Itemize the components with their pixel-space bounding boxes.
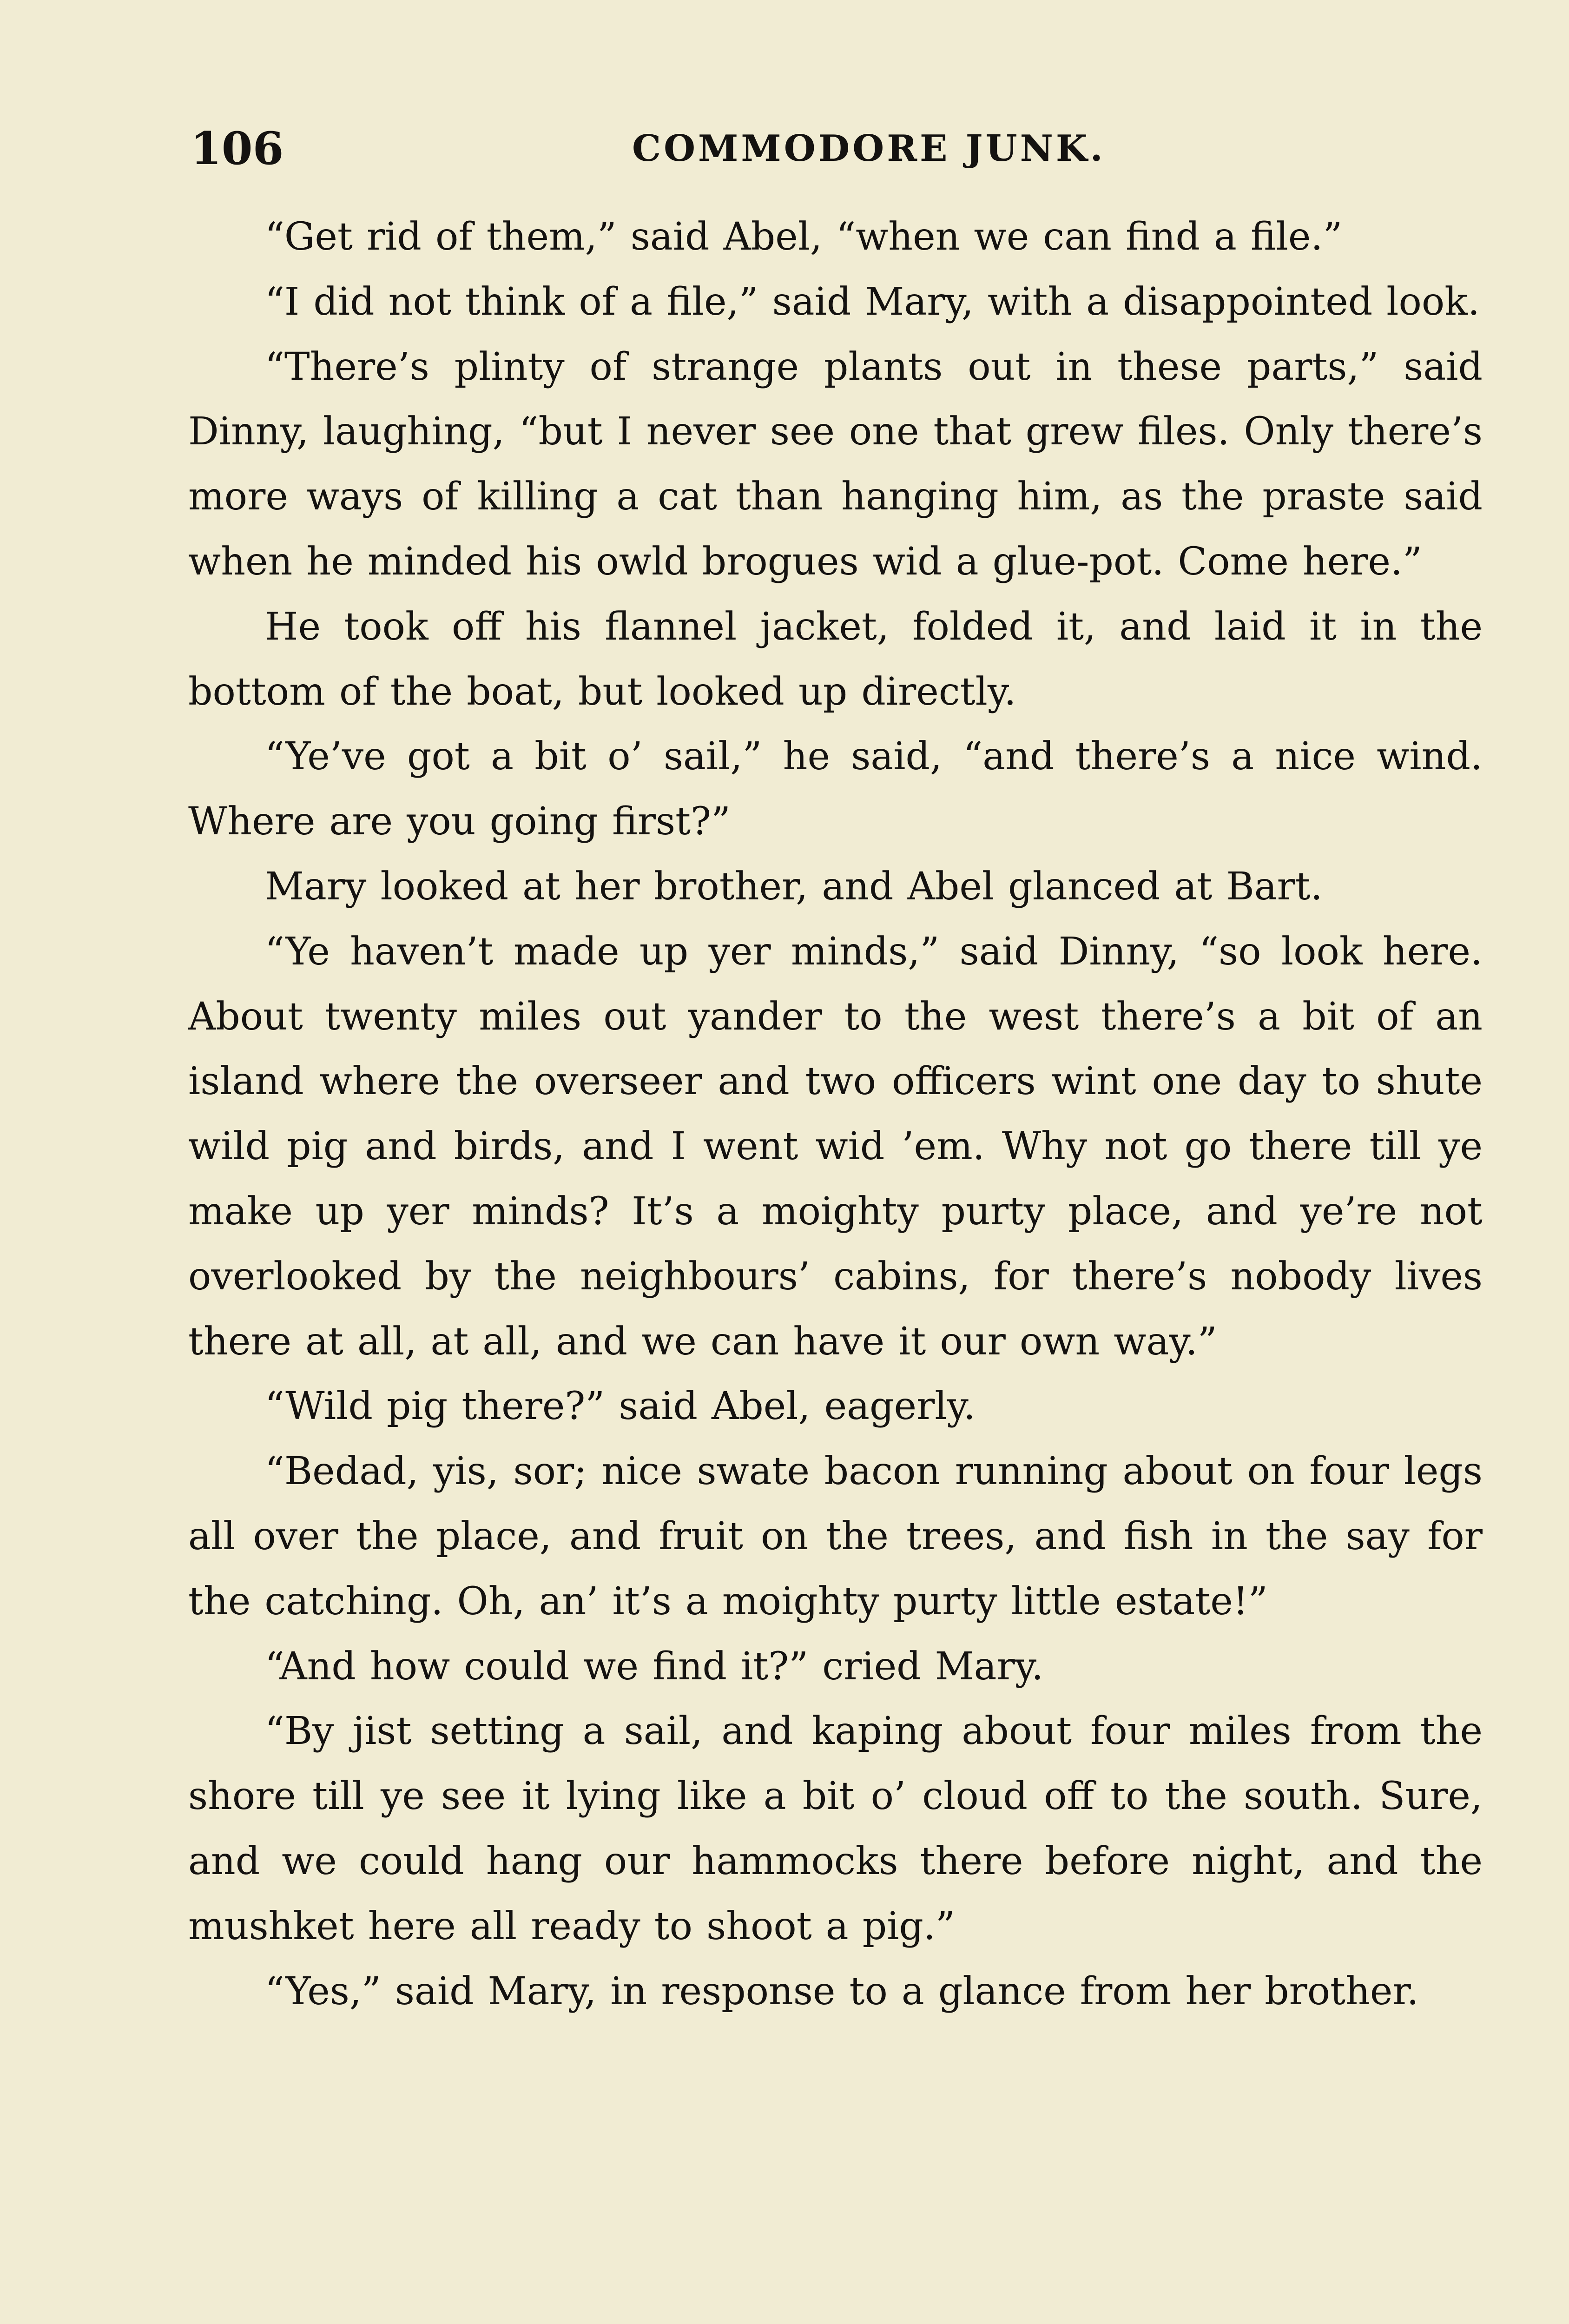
paragraph: He took off his flannel jacket, folded it, and laid it in the bottom of the boat, but looked up directly. [188, 604, 1483, 714]
paragraph: “And how could we find it?” cried Mary. [265, 1644, 1044, 1689]
body-text [188, 205, 1483, 2024]
paragraph: “Ye haven’t made up yer minds,” said Dinny, “so look here. About twenty miles out yander to the west there’s a bit of an island where the overseer and two officers wint one day to shute wild pig and birds, and I went wid ’em. Why not go there till ye make up yer minds? It’s a moighty purty place, and ye’re not overlooked by the neighbours’ cabins, for there’s nobody lives there at all, at all, and we can have it our own way.” [188, 929, 1483, 1364]
running-title: COMMODORE JUNK. [632, 127, 1106, 170]
paragraph: “Ye’ve got a bit o’ sail,” he said, “and there’s a nice wind. Where are you going first?” [188, 734, 1483, 844]
paragraph: “By jist setting a sail, and kaping about four miles from the shore till ye see it lying like a bit o’ cloud off to the south. Sure, and we could hang our hammocks there before night, and the mushket here all ready to shoot a pig.” [188, 1709, 1483, 1948]
paragraph: “I did not think of a file,” said Mary, with a disappointed look. [265, 279, 1480, 324]
paragraph: “Wild pig there?” said Abel, eagerly. [265, 1384, 976, 1429]
page-number: 106 [191, 122, 284, 175]
paragraph: “Yes,” said Mary, in response to a glance from her brother. [265, 1969, 1419, 2014]
paragraph: “Bedad, yis, sor; nice swate bacon running about on four legs all over the place, and fruit on the trees, and fish in the say for the catching. Oh, an’ it’s a moighty purty little estate!” [188, 1449, 1483, 1624]
paragraph: “Get rid of them,” said Abel, “when we can find a file.” [265, 215, 1343, 259]
paragraph: Mary looked at her brother, and Abel glanced at Bart. [265, 864, 1323, 909]
paragraph: “There’s plinty of strange plants out in these parts,” said Dinny, laughing, “but I never see one that grew files. Only there’s more ways of killing a cat than hanging him, as the praste said when he minded his owld brogues wid a glue-pot. Come here.” [188, 344, 1483, 584]
running-head [191, 116, 1483, 181]
